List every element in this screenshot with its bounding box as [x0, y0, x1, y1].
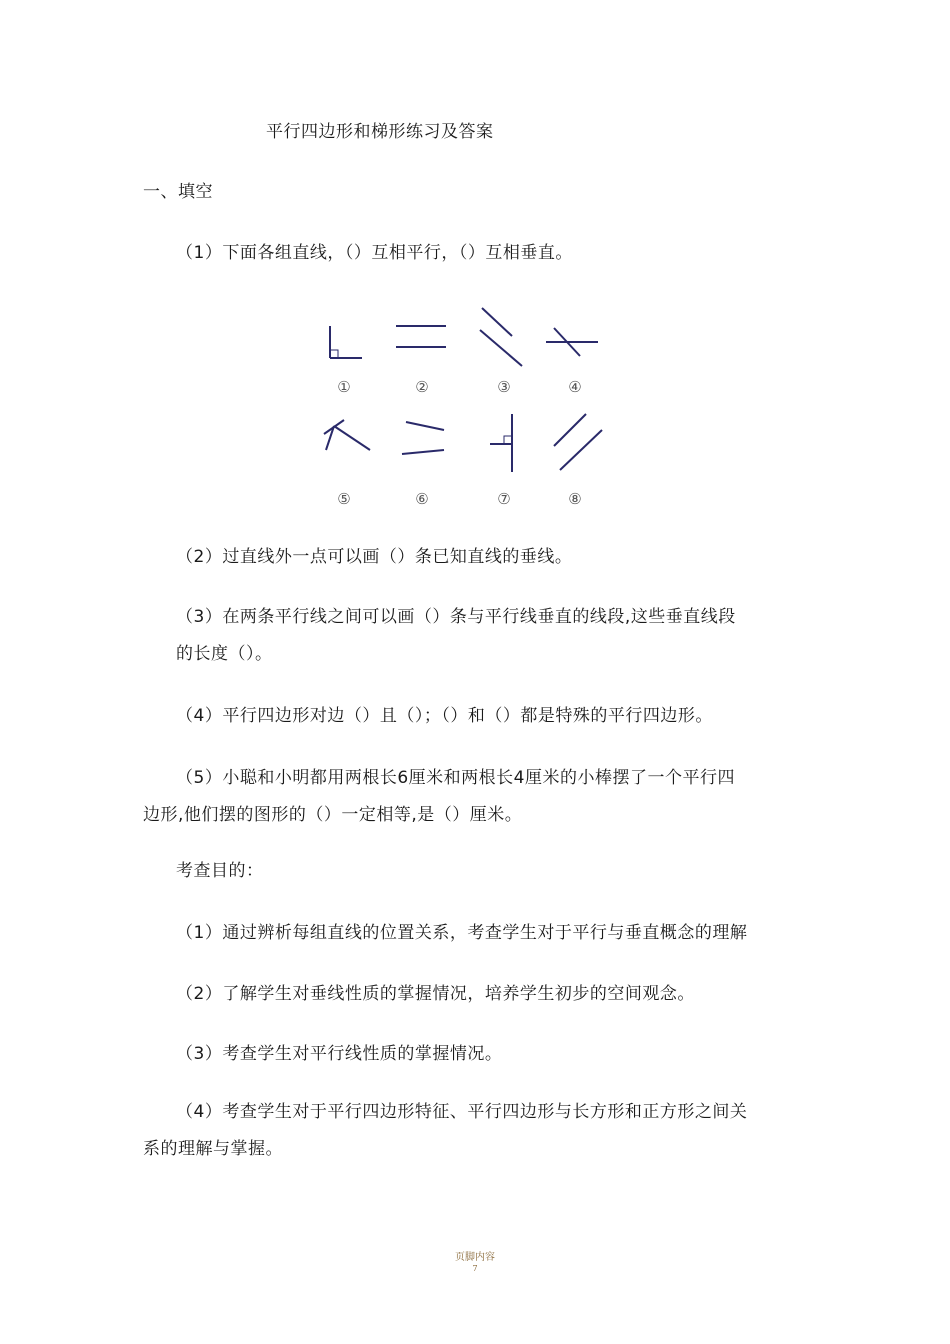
question-2: （2）过直线外一点可以画（）条已知直线的垂线。 [176, 547, 573, 567]
group-2-parallel-horizontal [396, 326, 446, 347]
aim-4-line-2: 系的理解与掌握。 [143, 1139, 283, 1159]
question-1: （1）下面各组直线，（）互相平行，（）互相垂直。 [176, 243, 573, 263]
group-8-parallel-diagonal [554, 414, 602, 470]
figure-label-6: ⑥ [415, 490, 429, 508]
question-4: （4）平行四边形对边（）且（）；（）和（）都是特殊的平行四边形。 [176, 706, 713, 726]
line-groups-figure [310, 300, 630, 515]
figure-label-5: ⑤ [337, 490, 351, 508]
figure-label-1: ① [337, 378, 351, 396]
question-5-line-2: 边形,他们摆的图形的（）一定相等,是（）厘米。 [143, 805, 523, 825]
group-7-perpendicular-cross [490, 414, 512, 472]
aim-3: （3）考查学生对平行线性质的掌握情况。 [176, 1044, 503, 1064]
figure-label-8: ⑧ [568, 490, 582, 508]
group-6-nonparallel [402, 422, 444, 454]
group-5-intersecting-v [324, 420, 370, 450]
footer-page-number: 7 [472, 1264, 478, 1273]
footer-label: 页脚内容 [455, 1252, 495, 1263]
question-3-line-1: （3）在两条平行线之间可以画（）条与平行线垂直的线段,这些垂直线段 [176, 607, 736, 627]
group-4-intersecting [546, 328, 598, 356]
page-title: 平行四边形和梯形练习及答案 [266, 122, 494, 142]
group-3-parallel-diagonal [480, 308, 522, 366]
group-1-perpendicular-corner [330, 326, 362, 358]
figure-label-4: ④ [568, 378, 582, 396]
section-heading: 一、填空 [143, 182, 213, 202]
question-5-line-1: （5）小聪和小明都用两根长6厘米和两根长4厘米的小棒摆了一个平行四 [176, 768, 735, 788]
figure-label-3: ③ [497, 378, 511, 396]
aim-4-line-1: （4）考查学生对于平行四边形特征、平行四边形与长方形和正方形之间关 [176, 1102, 748, 1122]
aims-heading: 考查目的： [176, 861, 264, 881]
figure-label-7: ⑦ [497, 490, 511, 508]
aim-2: （2）了解学生对垂线性质的掌握情况，培养学生初步的空间观念。 [176, 984, 695, 1004]
figure-label-2: ② [415, 378, 429, 396]
question-3-line-2: 的长度（）。 [176, 644, 273, 664]
aim-1: （1）通过辨析每组直线的位置关系，考查学生对于平行与垂直概念的理解 [176, 923, 748, 943]
